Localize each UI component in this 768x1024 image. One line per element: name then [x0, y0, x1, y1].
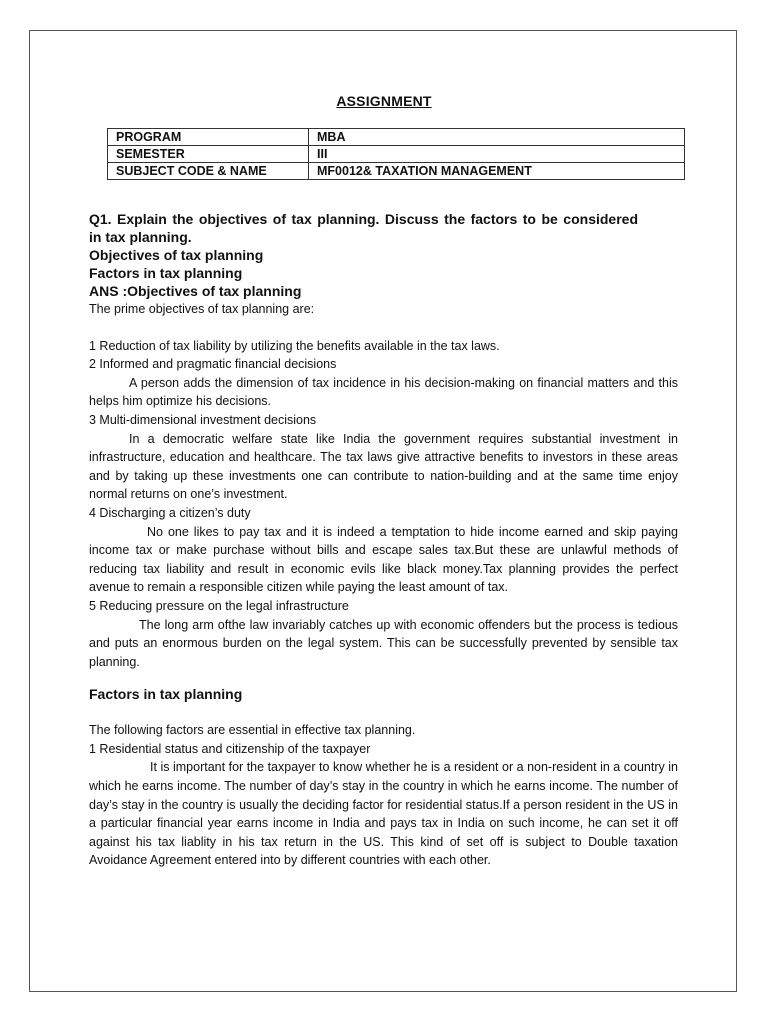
spacer — [89, 671, 678, 685]
question-subheading: Factors in tax planning — [89, 265, 243, 281]
table-cell-label: PROGRAM — [108, 129, 309, 146]
objective-paragraph: In a democratic welfare state like India the government requires substantial investment in infrastructure, education and healthcare. The tax laws give attractive benefits to investors in these areas and by taking up these investments one can contribute to nation-building and at the same time enjoy normal returns on one’s investment. — [89, 431, 678, 502]
objective-item: 3 Multi-dimensional investment decisions — [89, 412, 317, 427]
question-line: in tax planning. — [89, 229, 192, 245]
question-line: Q1. Explain the objectives of tax planning. Discuss the factors to be considered — [89, 211, 638, 227]
table-cell-label: SEMESTER — [108, 146, 309, 163]
objective-paragraph: A person adds the dimension of tax incidence in his decision-making on financial matters and this helps him optimize his decisions. — [89, 375, 678, 409]
factor-item: 1 Residential status and citizenship of the taxpayer — [89, 741, 371, 756]
table-row — [108, 129, 685, 146]
objective-item: 4 Discharging a citizen’s duty — [89, 505, 251, 520]
spacer — [89, 319, 678, 337]
question-subheading: Objectives of tax planning — [89, 247, 264, 263]
factor-paragraph: It is important for the taxpayer to know whether he is a resident or a non-resident in a country in which he earns income. The number of day’s stay in the country in which he earns income. The number of day’s stay in the country is usually the deciding factor for residential status.If a person resident in the US in a particular financial year earns income in India and pays tax in India on such income, he can set it off against his tax liablity in his tax return in the US. This kind of set off is subject to Double taxation Avoidance Agreement entered into by different countries with each other. — [89, 760, 678, 868]
objective-item: 1 Reduction of tax liability by utilizing the benefits available in the tax laws. — [89, 338, 500, 353]
document-title: ASSIGNMENT — [336, 93, 432, 109]
factors-heading: Factors in tax planning — [89, 686, 243, 703]
objective-paragraph: No one likes to pay tax and it is indeed a temptation to hide income earned and skip paying income tax or make purchase without bills and escape sales tax.But these are unlawful methods of reducing tax liability and result in economic evils like black money.Tax planning provides the perfect avenue to remain a responsible citizen while paying the least amount of tax. — [89, 524, 678, 595]
table-cell-label: SUBJECT CODE & NAME — [108, 163, 309, 180]
table-row — [108, 163, 685, 180]
objective-item: 2 Informed and pragmatic financial decisions — [89, 357, 337, 372]
table-cell-value: III — [309, 146, 685, 163]
table-cell-value: MBA — [309, 129, 685, 146]
table-cell-value: MF0012& TAXATION MANAGEMENT — [309, 163, 685, 180]
document-body — [89, 210, 678, 870]
objectives-intro: The prime objectives of tax planning are: — [89, 302, 315, 316]
factors-intro: The following factors are essential in effective tax planning. — [89, 723, 416, 738]
objective-item: 5 Reducing pressure on the legal infrastructure — [89, 598, 349, 613]
info-table — [107, 128, 685, 180]
table-row — [108, 146, 685, 163]
objective-paragraph: The long arm ofthe law invariably catches up with economic offenders but the process is tedious and puts an enormous burden on the legal system. This can be successfully prevented by sensible tax planning. — [89, 617, 678, 669]
answer-heading: ANS :Objectives of tax planning — [89, 283, 302, 299]
spacer — [89, 703, 678, 721]
